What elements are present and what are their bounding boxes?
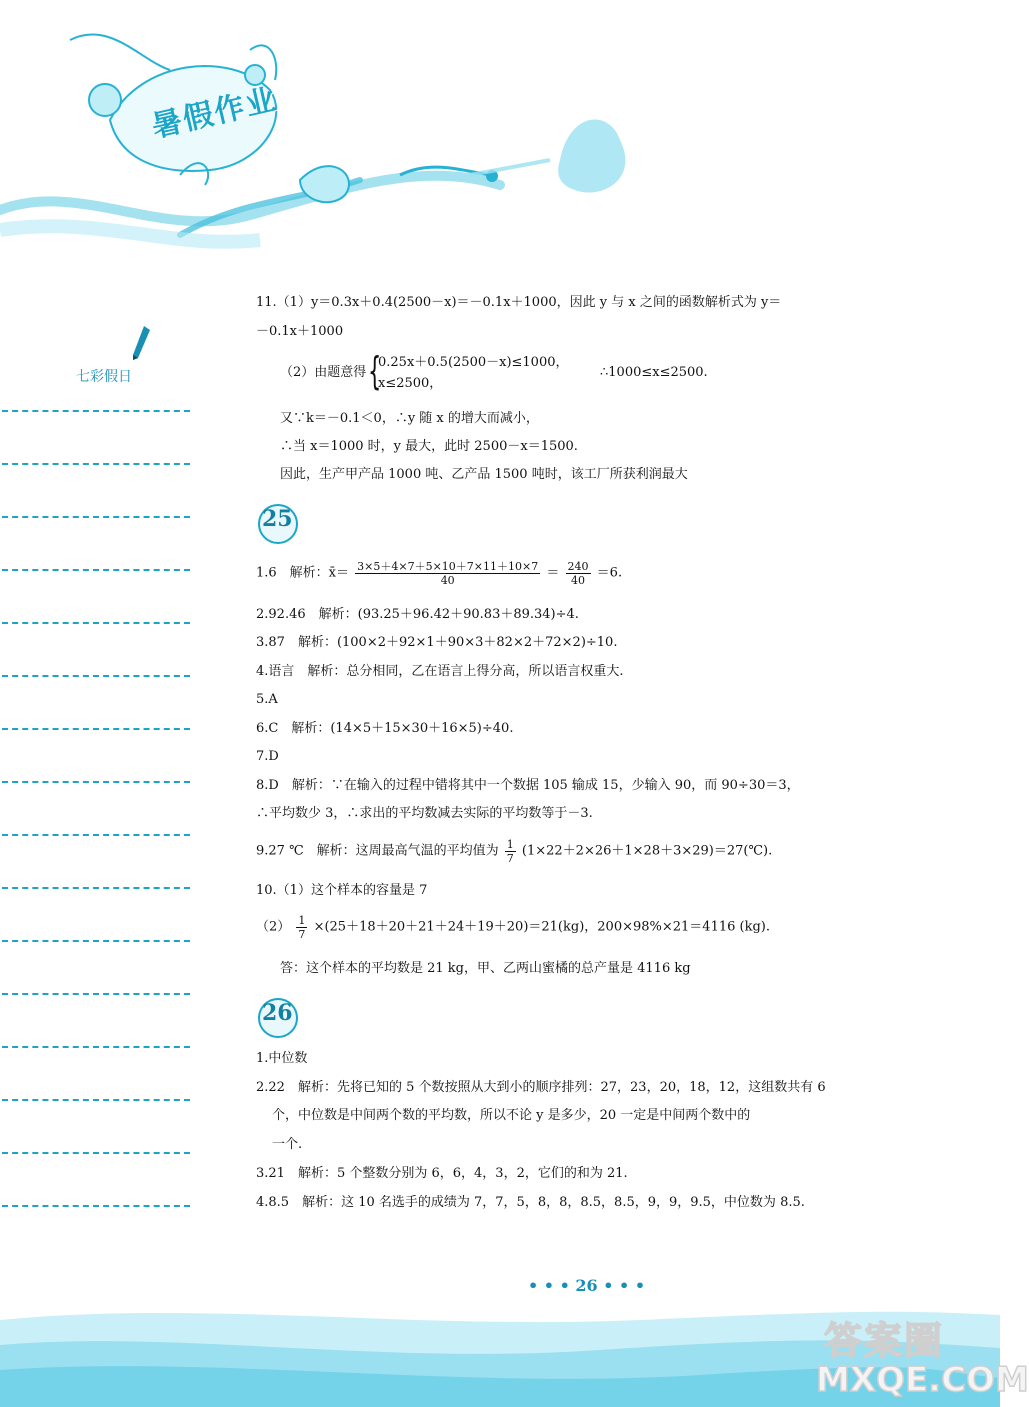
s25-item-10b [256, 914, 770, 948]
s25-item-10a: 10.（1）这个样本的容量是 7 [256, 883, 428, 898]
fraction [505, 838, 516, 865]
s26-item-3: 3.21 解析：5 个整数分别为 6，6，4，3，2，它们的和为 21. [256, 1166, 628, 1181]
q11-line-4: 又∵k＝－0.1＜0，∴y 随 x 的增大而减小， [280, 411, 539, 426]
s25-item-2: 2.92.46 解析：(93.25＋96.42＋90.83＋89.34)÷4. [256, 607, 579, 622]
q11-system [256, 349, 896, 394]
note-line [2, 463, 190, 465]
item-text: ×(25＋18＋20＋21＋24＋19＋20)＝21(kg)，200×98%×21＝4116 (kg). [313, 919, 771, 935]
s26-item-4: 4.8.5 解析：这 10 名选手的成绩为 7，7，5，8，8，8.5，8.5，9，9，9.5，中位数为 8.5. [256, 1195, 805, 1210]
s25-item-6: 6.C 解析：(14×5＋15×30＋16×5)÷40. [256, 721, 514, 736]
q11-system-row-1: 0.25x＋0.5(2500－x)≤1000， [378, 355, 569, 370]
q11-line-2: －0.1x＋1000 [256, 324, 344, 339]
note-line [2, 1152, 190, 1154]
watermark-line-1: 答案圈 [824, 1319, 945, 1363]
s25-item-9 [256, 838, 772, 872]
q11-system-result: ∴1000≤x≤2500. [600, 365, 708, 380]
fraction-denominator: 7 [506, 852, 514, 865]
note-line [2, 622, 190, 624]
page-number: • • • 26 • • • [528, 1276, 646, 1295]
circle-badge-icon [258, 998, 298, 1038]
s25-item-8a: 8.D 解析：∵在输入的过程中错将其中一个数据 105 输成 15，少输入 90，而 90÷30＝3， [256, 778, 800, 793]
fraction-numerator: 3×5＋4×7＋5×10＋7×11＋10×7 [357, 560, 539, 573]
brace-symbol: { [368, 349, 382, 393]
fraction-denominator: 40 [571, 574, 586, 587]
s25-item-3: 3.87 解析：(100×2＋92×1＋90×3＋82×2＋72×2)÷10. [256, 635, 618, 650]
fraction-numerator: 1 [298, 914, 306, 927]
fraction [296, 914, 307, 941]
note-line [2, 940, 190, 942]
q11-system-label: （2）由题意得 [280, 365, 367, 380]
item-text: (1×22＋2×26＋1×28＋3×29)＝27(℃). [521, 843, 773, 859]
s25-item-7: 7.D [256, 749, 279, 764]
item-text: 9.27 ℃ 解析：这周最高气温的平均值为 [256, 843, 499, 859]
s25-item-1 [256, 560, 622, 594]
side-label: 七彩假日 [76, 369, 132, 385]
note-line [2, 1099, 190, 1101]
fraction [355, 560, 540, 587]
page-title: 暑假作业 [148, 81, 282, 145]
section-number: 25 [262, 506, 293, 532]
item-text: ＝6. [596, 565, 623, 581]
note-line [2, 1046, 190, 1048]
s26-item-2b: 个，中位数是中间两个数的平均数，所以不论 y 是多少，20 一定是中间两个数中的 [272, 1108, 751, 1123]
item-text: （2） [256, 919, 291, 935]
note-line [2, 1205, 190, 1207]
s25-item-4: 4.语言 解析：总分相同，乙在语言上得分高，所以语言权重大. [256, 664, 624, 679]
s26-item-2c: 一个. [272, 1137, 303, 1152]
note-line [2, 728, 190, 730]
s26-item-2a: 2.22 解析：先将已知的 5 个数按照从大到小的顺序排列：27，23，20，18，12，这组数共有 6 [256, 1080, 826, 1095]
watermark-line-2: MXQE.COM [816, 1360, 1029, 1400]
item-text: ＝ [546, 565, 560, 581]
note-line [2, 410, 190, 412]
watermark-logo [812, 1308, 1029, 1403]
note-line [2, 516, 190, 518]
pen-icon [128, 324, 152, 364]
fraction-numerator: 240 [567, 560, 589, 573]
q11-line-6: 因此，生产甲产品 1000 吨、乙产品 1500 吨时，该工厂所获利润最大 [280, 467, 688, 482]
s25-item-10c: 答：这个样本的平均数是 21 kg，甲、乙两山蜜橘的总产量是 4116 kg [280, 961, 691, 976]
circle-badge-icon [258, 504, 298, 544]
q11-line-5: ∴当 x＝1000 时，y 最大，此时 2500－x＝1500. [280, 439, 578, 454]
note-line [2, 781, 190, 783]
fraction-numerator: 1 [506, 838, 514, 851]
item-text: 1.6 解析：x̄＝ [256, 565, 350, 581]
note-line [2, 887, 190, 889]
note-line [2, 834, 190, 836]
floral-vine-banner-icon [0, 0, 700, 260]
fraction-denominator: 40 [440, 574, 455, 587]
note-line [2, 993, 190, 995]
s26-item-1: 1.中位数 [256, 1051, 308, 1066]
section-number: 26 [262, 1000, 293, 1026]
fraction [566, 560, 591, 587]
fraction-denominator: 7 [298, 928, 306, 941]
s25-item-5: 5.A [256, 692, 278, 707]
note-line [2, 569, 190, 571]
q11-line-1: 11.（1）y＝0.3x＋0.4(2500－x)＝－0.1x＋1000，因此 y 与 x 之间的函数解析式为 y＝ [256, 295, 782, 310]
s25-item-8b: ∴平均数少 3，∴求出的平均数减去实际的平均数等于－3. [256, 806, 593, 821]
q11-system-row-2: x≤2500， [378, 376, 443, 391]
note-line [2, 675, 190, 677]
